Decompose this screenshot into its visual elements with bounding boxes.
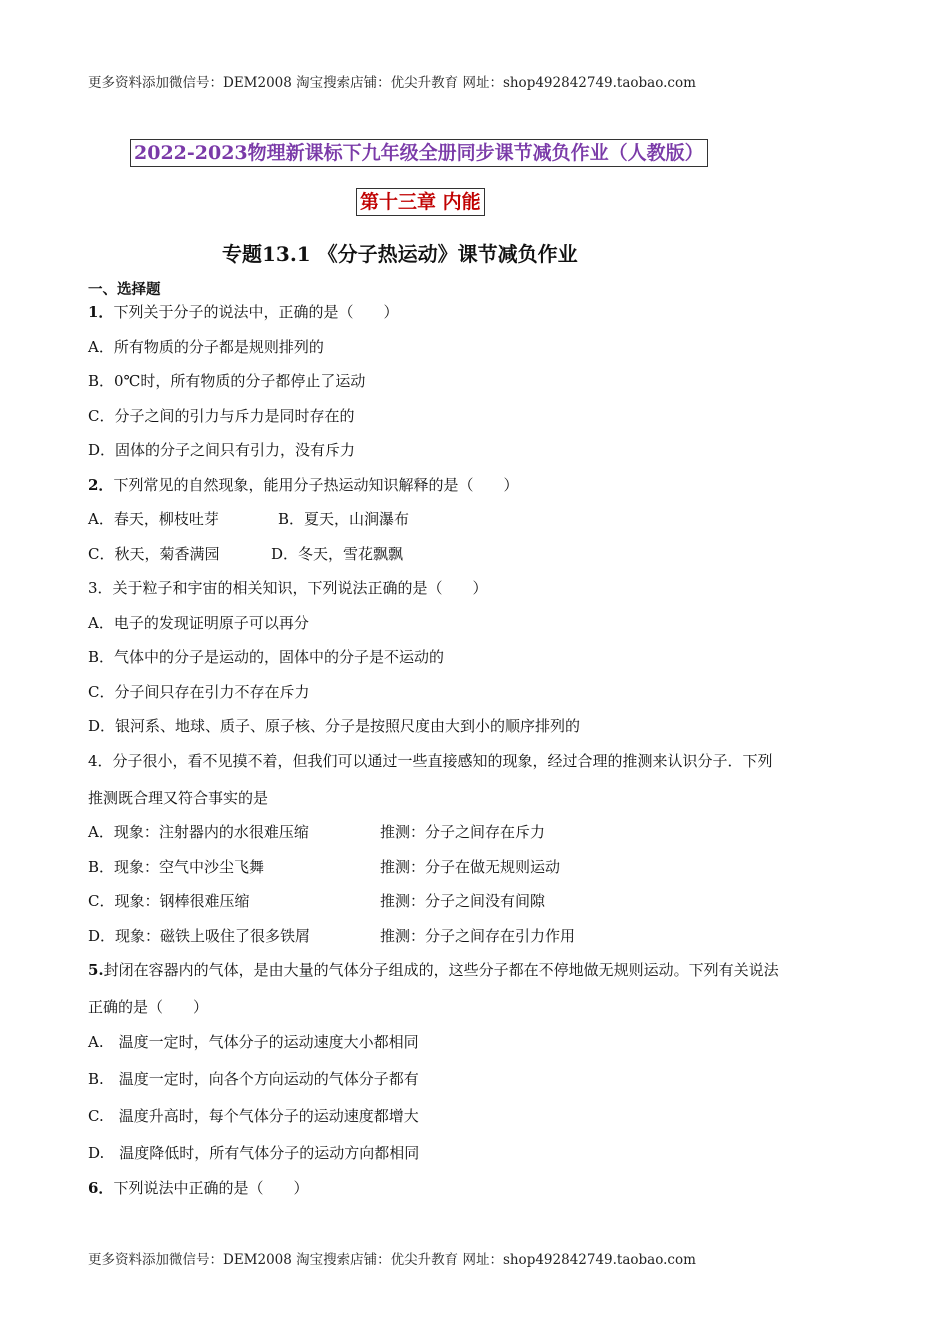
option: B．0℃时，所有物质的分子都停止了运动	[88, 372, 366, 390]
question-3: 3．关于粒子和宇宙的相关知识，下列说法正确的是（ ）	[88, 579, 488, 597]
question-5-cont: 正确的是（ ）	[88, 998, 209, 1016]
question-number: 6．	[88, 1179, 114, 1197]
section-heading: 一、选择题	[88, 281, 161, 298]
option: D．冬天，雪花飘飘	[271, 545, 404, 563]
option-row	[88, 926, 575, 946]
option: A. 温度一定时，气体分子的运动速度大小都相同	[88, 1033, 419, 1051]
option-phenomenon: B．现象：空气中沙尘飞舞	[88, 858, 265, 876]
option-inference: 推测：分子在做无规则运动	[380, 858, 561, 876]
question-5	[88, 960, 779, 980]
option: D．固体的分子之间只有引力，没有斥力	[88, 441, 356, 459]
question-4-cont: 推测既合理又符合事实的是	[88, 789, 269, 807]
question-number: 5.	[88, 961, 104, 979]
question-number: 1．	[88, 303, 114, 321]
option-inference: 推测：分子之间存在引力作用	[380, 927, 576, 945]
question-text: 下列常见的自然现象，能用分子热运动知识解释的是（ ）	[113, 476, 519, 494]
option-row	[88, 857, 560, 877]
option-row	[88, 544, 403, 564]
option: C．分子之间的引力与斥力是同时存在的	[88, 407, 355, 425]
question-text: 下列关于分子的说法中，正确的是（ ）	[113, 303, 399, 321]
option: A．春天，柳枝吐芽	[88, 510, 219, 528]
topic-title: 专题13.1 《分子热运动》课节减负作业	[222, 242, 578, 266]
option-inference: 推测：分子之间没有间隙	[380, 892, 546, 910]
option: A．所有物质的分子都是规则排列的	[88, 338, 324, 356]
option: C．秋天，菊香满园	[88, 545, 220, 563]
option-row	[88, 509, 409, 529]
document-title: 2022-2023物理新课标下九年级全册同步课节减负作业（人教版）	[130, 139, 708, 167]
question-4: 4．分子很小，看不见摸不着，但我们可以通过一些直接感知的现象，经过合理的推测来认识分子．下列	[88, 752, 773, 770]
page-footer: 更多资料添加微信号：DEM2008 淘宝搜索店铺：优尖升教育 网址：shop492842749.taobao.com	[88, 1252, 696, 1268]
question-2	[88, 475, 518, 495]
option: D. 温度降低时，所有气体分子的运动方向都相同	[88, 1144, 420, 1162]
question-6	[88, 1178, 308, 1198]
option-row	[88, 822, 545, 842]
option-row	[88, 891, 545, 911]
question-text: 封闭在容器内的气体，是由大量的气体分子组成的，这些分子都在不停地做无规则运动。下列有关说法	[103, 961, 779, 979]
page-header: 更多资料添加微信号：DEM2008 淘宝搜索店铺：优尖升教育 网址：shop492842749.taobao.com	[88, 75, 696, 91]
option-phenomenon: D．现象：磁铁上吸住了很多铁屑	[88, 927, 311, 945]
question-text: 下列说法中正确的是（ ）	[113, 1179, 309, 1197]
chapter-title: 第十三章 内能	[356, 188, 485, 216]
option: C．分子间只存在引力不存在斥力	[88, 683, 310, 701]
option: C. 温度升高时，每个气体分子的运动速度都增大	[88, 1107, 419, 1125]
question-number: 2．	[88, 476, 114, 494]
option-phenomenon: C．现象：钢棒很难压缩	[88, 892, 250, 910]
question-1	[88, 302, 398, 322]
option: D．银河系、地球、质子、原子核、分子是按照尺度由大到小的顺序排列的	[88, 717, 581, 735]
option-phenomenon: A．现象：注射器内的水很难压缩	[88, 823, 309, 841]
option-inference: 推测：分子之间存在斥力	[380, 823, 546, 841]
option: B．气体中的分子是运动的，固体中的分子是不运动的	[88, 648, 445, 666]
option: B. 温度一定时，向各个方向运动的气体分子都有	[88, 1070, 419, 1088]
option: A．电子的发现证明原子可以再分	[88, 614, 309, 632]
option: B．夏天，山涧瀑布	[278, 510, 410, 528]
